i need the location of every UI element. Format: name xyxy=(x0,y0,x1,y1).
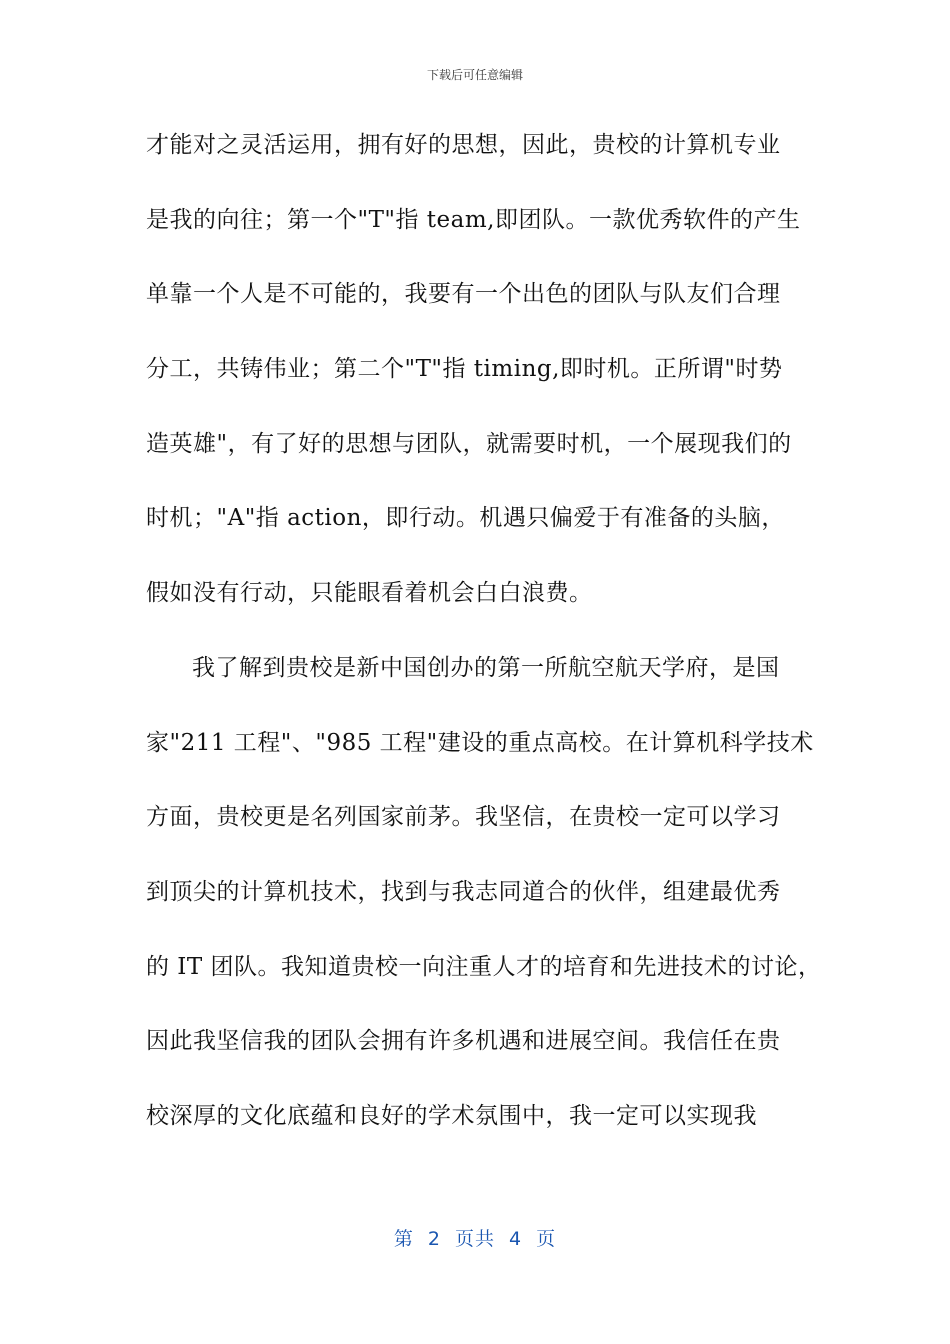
document-body xyxy=(146,124,826,1170)
text-line: 校深厚的文化底蕴和良好的学术氛围中，我一定可以实现我 xyxy=(146,1102,757,1129)
text-line: 家"211 工程"、"985 工程"建设的重点高校。在计算机科学技术 xyxy=(146,729,814,756)
text-line: 假如没有行动，只能眼看着机会白白浪费。 xyxy=(146,580,593,607)
page-header: 下载后可任意编辑 xyxy=(426,68,523,82)
text-line: 到顶尖的计算机技术，找到与我志同道合的伙伴，组建最优秀 xyxy=(146,878,781,905)
page-footer xyxy=(0,1224,950,1251)
text-line: 是我的向往；第一个"T"指 team,即团队。一款优秀软件的产生 xyxy=(146,206,801,233)
text-line: 分工，共铸伟业；第二个"T"指 timing,即时机。正所谓"时势 xyxy=(146,356,783,383)
page-label-suffix: 页 xyxy=(536,1228,557,1250)
text-line: 因此我坚信我的团队会拥有许多机遇和进展空间。我信任在贵 xyxy=(146,1028,781,1055)
paragraph-start-line: 我了解到贵校是新中国创办的第一所航空航天学府，是国 xyxy=(192,654,780,681)
text-line: 方面，贵校更是名列国家前茅。我坚信，在贵校一定可以学习 xyxy=(146,804,781,831)
text-line: 单靠一个人是不可能的，我要有一个出色的团队与队友们合理 xyxy=(146,281,781,308)
text-line: 的 IT 团队。我知道贵校一向注重人才的培育和先进技术的讨论， xyxy=(146,953,822,980)
current-page-number: 2 xyxy=(427,1228,441,1250)
total-pages-number: 4 xyxy=(509,1228,523,1250)
text-line: 才能对之灵活运用，拥有好的思想，因此，贵校的计算机专业 xyxy=(146,132,781,158)
text-line: 造英雄"，有了好的思想与团队，就需要时机，一个展现我们的 xyxy=(146,430,792,457)
page-label-prefix: 第 xyxy=(393,1228,414,1250)
text-line: 时机；"A"指 action，即行动。机遇只偏爱于有准备的头脑， xyxy=(146,505,785,532)
page-label-middle: 页共 xyxy=(454,1228,495,1250)
